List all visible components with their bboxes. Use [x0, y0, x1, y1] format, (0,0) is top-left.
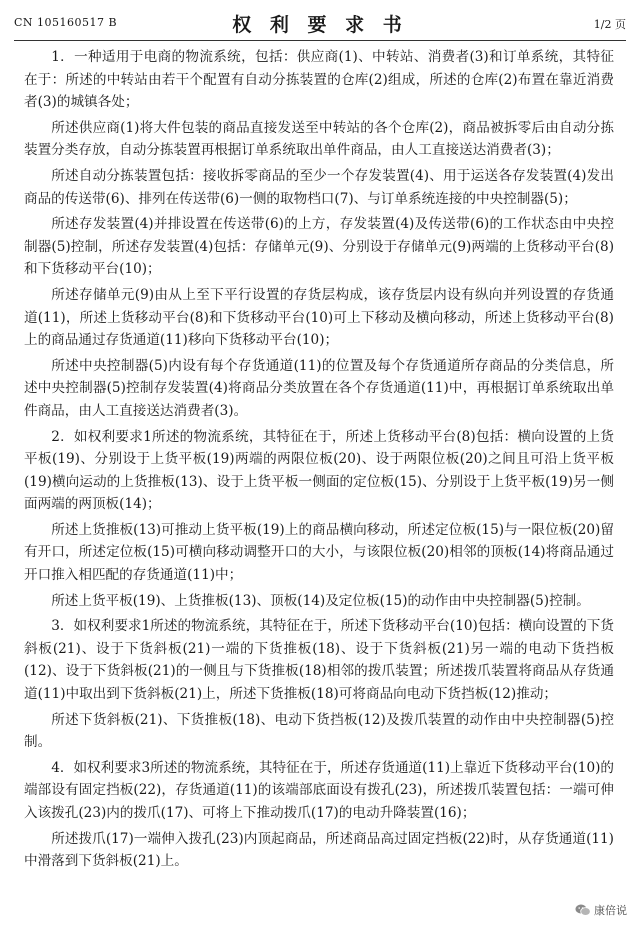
claim-paragraph: 所述存储单元(9)由从上至下平行设置的存货层构成，该存货层内设有纵向并列设置的存货通道(11)，所述上货移动平台(8)和下货移动平台(10)可上下移动及横向移动，所述上货移动平台(8)上的商品通过存货通道(11)移向下货移动平台(10)； [24, 286, 614, 349]
source-watermark [572, 901, 630, 919]
claim-paragraph: 所述下货斜板(21)、下货推板(18)、电动下货挡板(12)及拨爪装置的动作由中央控制器(5)控制。 [24, 711, 614, 751]
claim-paragraph: 所述上货平板(19)、上货推板(13)、顶板(14)及定位板(15)的动作由中央控制器(5)控制。 [51, 592, 590, 609]
claim-paragraph: 所述中央控制器(5)内设有每个存货通道(11)的位置及每个存货通道所存商品的分类信息，所述中央控制器(5)控制存发装置(4)将商品分类放置在各个存货通道(11)中，再根据订单系统取出单件商品，由人工直接送达消费者(3)。 [24, 357, 614, 419]
wechat-icon [575, 903, 591, 917]
page-number: 1/2 页 [593, 18, 626, 31]
claim-paragraph: 所述拨爪(17)一端伸入拨孔(23)内顶起商品，所述商品高过固定挡板(22)时，从存货通道(11)中滑落到下货斜板(21)上。 [24, 830, 614, 870]
claim-paragraph: 所述供应商(1)将大件包装的商品直接发送至中转站的各个仓库(2)，商品被拆零后由自动分拣装置分类存放，自动分拣装置再根据订单系统取出单件商品，由人工直接送达消费者(3)； [24, 119, 614, 159]
claim-paragraph: 4．如权利要求3所述的物流系统，其特征在于，所述存货通道(11)上靠近下货移动平台(10)的端部设有固定挡板(22)，存货通道(11)的该端部底面设有拨孔(23)，所述拨爪装置包括：一端可伸入该拨孔(23)内的拨爪(17)、可将上下推动拨爪(17)的电动升降装置(16)； [24, 759, 614, 821]
claim-paragraph: 所述存发装置(4)并排设置在传送带(6)的上方，存发装置(4)及传送带(6)的工作状态由中央控制器(5)控制，所述存发装置(4)包括：存储单元(9)、分别设于存储单元(9)两端的上货移动平台(8)和下货移动平台(10)； [24, 216, 614, 278]
document-title: 权 利 要 求 书 [232, 14, 408, 36]
watermark-text: 康倍说 [594, 904, 627, 917]
claim-paragraph: 2．如权利要求1所述的物流系统，其特征在于，所述上货移动平台(8)包括：横向设置的上货平板(19)、分别设于上货平板(19)两端的两限位板(20)、设于两限位板(20)之间且可沿上货平板(19)横向运动的上货推板(13)、设于上货平板一侧面的定位板(15)、分别设于上货平板(19)另一侧面两端的两顶板(14)； [24, 428, 614, 513]
claims-body [24, 46, 614, 876]
claim-paragraph: 3．如权利要求1所述的物流系统，其特征在于，所述下货移动平台(10)包括：横向设置的下货斜板(21)、设于下货斜板(21)一端的下货推板(18)、设于下货斜板(21)另一端的电动下货挡板(12)、设于下货斜板(21)的一侧且与下货推板(18)相邻的拨爪装置；所述拨爪装置将商品从存货通道(11)中取出到下货斜板(21)上，所述下货推板(18)可将商品向电动下货挡板(12)推动； [24, 618, 614, 703]
page-header [14, 10, 626, 36]
header-divider [14, 40, 626, 41]
claim-paragraph: 所述自动分拣装置包括：接收拆零商品的至少一个存发装置(4)、用于运送各存发装置(4)发出商品的传送带(6)、排列在传送带(6)一侧的取物档口(7)、与订单系统连接的中央控制器(5)； [24, 167, 614, 207]
claim-paragraph: 所述上货推板(13)可推动上货平板(19)上的商品横向移动，所述定位板(15)与一限位板(20)留有开口，所述定位板(15)可横向移动调整开口的大小，与该限位板(20)相邻的顶板(14)将商品通过开口推入相匹配的存货通道(11)中； [24, 521, 614, 584]
claim-paragraph: 1．一种适用于电商的物流系统，包括：供应商(1)、中转站、消费者(3)和订单系统，其特征在于：所述的中转站由若干个配置有自动分拣装置的仓库(2)组成，所述的仓库(2)布置在靠近消费者(3)的城镇各处； [24, 49, 614, 111]
publication-number: CN 105160517 B [14, 16, 118, 29]
